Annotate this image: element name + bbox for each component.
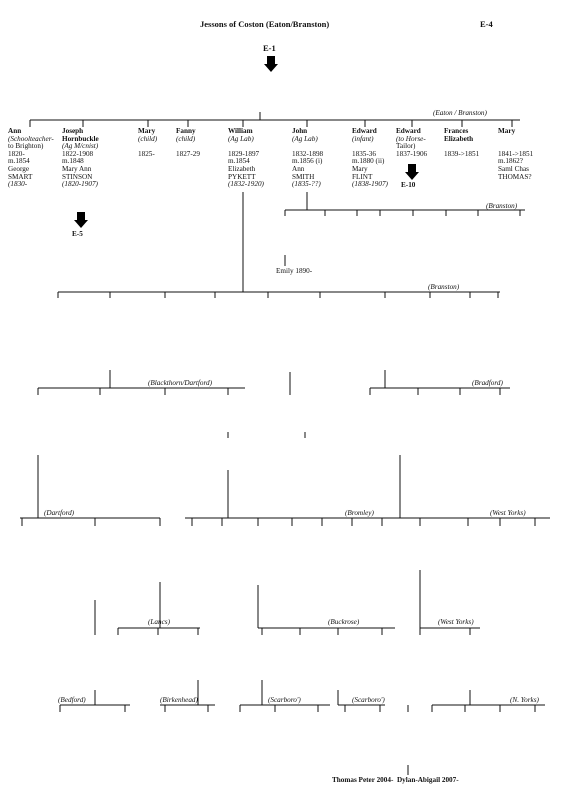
person-line: (1820-1907) [62, 180, 98, 189]
person-line: SMART [8, 172, 33, 181]
person-line: m.1880 (ii) [352, 157, 385, 166]
person-line: Elizabeth [444, 134, 474, 143]
person-line: FLINT [352, 172, 373, 181]
person-line: 1835-36 [352, 149, 376, 158]
branch-label-branston-2: (Branston) [428, 283, 460, 291]
person-line: Mary [498, 127, 516, 135]
branch-label-eaton: (Eaton / Branston) [433, 109, 487, 117]
person-line: PYKETT [228, 172, 256, 181]
branch-label-scarboro-2: (Scarboro') [352, 696, 385, 704]
branch-label-birkenhead: (Birkenhead) [160, 696, 198, 704]
ref-e10: E-10 [401, 181, 416, 189]
person-line: (1838-1907) [352, 180, 388, 189]
person-line: 1829-1897 [228, 149, 260, 158]
emily-1890: Emily 1890- [276, 267, 313, 275]
branch-label-blackthorn: (Blackthorn/Dartford) [148, 379, 213, 387]
person-line: 1827-29 [176, 149, 200, 158]
person-line: Edward [352, 127, 377, 135]
branch-label-buckrose: (Buckrose) [328, 618, 360, 626]
ref-e1: E-1 [263, 43, 276, 53]
branch-label-branston: (Branston) [486, 202, 518, 210]
person-line: Frances [444, 127, 469, 135]
person-line: Saml Chas [498, 164, 529, 173]
branch-label-n-yorks: (N. Yorks) [510, 696, 539, 704]
person-line: STINSON [62, 172, 93, 181]
person-line: m.1848 [62, 157, 84, 166]
person-line: (Schoolteacher- [8, 134, 54, 143]
page-title: Jessons of Coston (Eaton/Branston) [200, 19, 330, 29]
gen1-person [498, 128, 533, 181]
branch-label-west-yorks: (West Yorks) [490, 509, 526, 517]
gen1-person [176, 128, 200, 158]
branch-label-west-yorks-2: (West Yorks) [438, 618, 474, 626]
gen1-person [292, 128, 323, 189]
person-line: (child) [138, 134, 158, 143]
person-line: 1837-1906 [396, 149, 428, 158]
branch-label-bradford: (Bradford) [472, 379, 503, 387]
person-line: (infant) [352, 134, 374, 143]
gen1-person [138, 128, 157, 158]
person-line: Ann [292, 164, 305, 173]
person-line: (Ag Lab) [228, 134, 254, 143]
ref-e5: E-5 [72, 230, 83, 238]
person-line: to Brighton) [8, 142, 44, 151]
person-line: (Ag M/cnist) [62, 142, 99, 151]
person-line: (Ag Lab) [292, 134, 318, 143]
person-line: Hornbuckle [62, 134, 99, 143]
gen1-person [62, 128, 99, 189]
person-line: m.1854 [228, 157, 250, 166]
person-line: (1830- [8, 180, 28, 189]
person-line: (1835-??) [292, 180, 321, 189]
gen1-person [8, 128, 54, 189]
person-line: (1832-1920) [228, 180, 264, 189]
person-line: (child) [176, 134, 196, 143]
bottom-note: Thomas Peter 2004- Dylan-Abigail 2007- [332, 776, 459, 784]
branch-label-scarboro-1: (Scarboro') [268, 696, 301, 704]
branch-label-dartford: (Dartford) [44, 509, 75, 517]
person-line: m.1862? [498, 157, 523, 166]
person-line: Joseph [62, 127, 84, 135]
branch-label-bromley: (Bromley) [345, 509, 374, 517]
gen1-person [228, 128, 264, 189]
person-line: William [228, 127, 253, 135]
person-line: Edward [396, 127, 421, 135]
person-line: 1832-1898 [292, 149, 324, 158]
down-arrow-icon [264, 56, 278, 72]
down-arrow-icon [405, 164, 419, 180]
person-line: 1822-1908 [62, 149, 94, 158]
down-arrow-icon [74, 212, 88, 228]
gen1-person [396, 128, 427, 158]
person-line: m.1854 [8, 157, 30, 166]
person-line: Mary [138, 127, 156, 135]
person-line: Tailor) [396, 142, 416, 151]
branch-label-lancs: (Lancs) [148, 618, 170, 626]
gen1-person [444, 128, 479, 158]
person-line: Fanny [176, 127, 196, 135]
person-line: Mary [352, 164, 368, 173]
person-line: (to Horse- [396, 134, 426, 143]
person-line: Elizabeth [228, 164, 256, 173]
person-line: John [292, 127, 308, 135]
person-line: Mary Ann [62, 164, 92, 173]
person-line: 1839->1851 [444, 149, 480, 158]
page-reference: E-4 [480, 19, 493, 29]
person-line: 1820- [8, 149, 25, 158]
person-line: Ann [8, 127, 22, 135]
person-line: 1825- [138, 149, 155, 158]
gen1-person [352, 128, 388, 189]
person-line [498, 136, 533, 144]
person-line: 1841->1851 [498, 149, 534, 158]
person-line: SMITH [292, 172, 315, 181]
person-line: m.1856 (i) [292, 157, 323, 166]
branch-label-bedford: (Bedford) [58, 696, 86, 704]
person-line: George [8, 164, 30, 173]
person-line: THOMAS? [498, 172, 532, 181]
